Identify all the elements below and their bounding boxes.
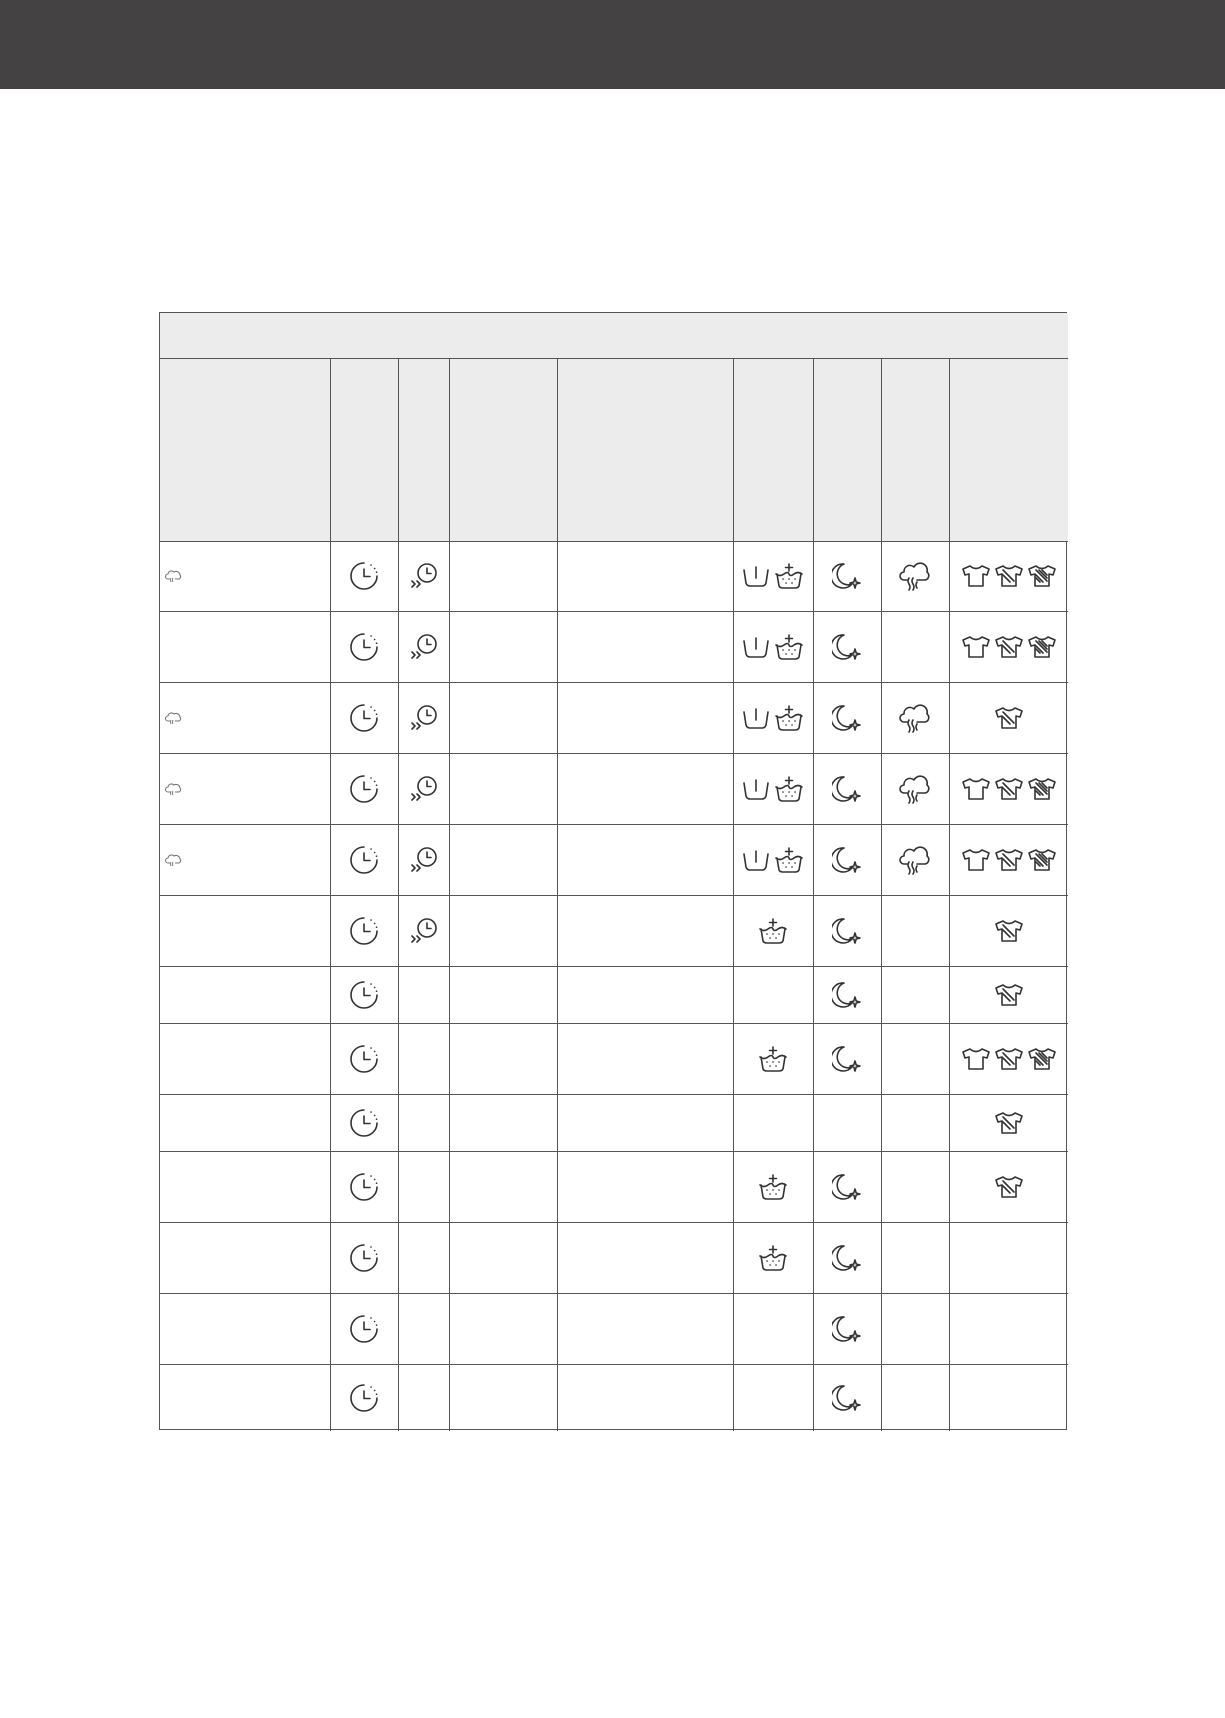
steam-icon — [899, 845, 931, 875]
table-cell — [733, 541, 813, 611]
table-cell — [330, 966, 398, 1023]
table-cell — [398, 1364, 449, 1431]
table-cell — [557, 611, 733, 682]
table-cell — [813, 895, 881, 966]
table-cell — [881, 541, 949, 611]
table-cell — [881, 682, 949, 753]
intensive-rinse-icon — [774, 775, 804, 803]
intensive-rinse-icon — [774, 704, 804, 732]
table-cell — [449, 966, 557, 1023]
shirt-heavy-icon — [1027, 847, 1057, 873]
shirt-normal-icon — [961, 1046, 991, 1072]
intensive-rinse-icon — [758, 1173, 788, 1201]
timer-icon — [349, 1383, 379, 1413]
table-cell — [813, 966, 881, 1023]
table-cell — [398, 1293, 449, 1364]
shirt-medium-icon — [994, 1110, 1024, 1136]
table-cell — [881, 1023, 949, 1094]
night-mode-icon — [832, 1243, 862, 1273]
timer-icon — [349, 845, 379, 875]
table-cell — [330, 1222, 398, 1293]
table-cell — [160, 1151, 334, 1222]
program-table — [159, 312, 1067, 1430]
table-cell — [330, 611, 398, 682]
prewash-icon — [742, 777, 770, 801]
shirt-heavy-icon — [1027, 776, 1057, 802]
top-bar — [0, 0, 1225, 89]
table-cell — [949, 753, 1068, 824]
night-mode-icon — [832, 916, 862, 946]
table-cell — [733, 1222, 813, 1293]
table-cell — [813, 1293, 881, 1364]
shirt-heavy-icon — [1027, 634, 1057, 660]
timer-icon — [349, 1172, 379, 1202]
table-cell — [330, 1293, 398, 1364]
table-cell — [949, 1222, 1068, 1293]
table-cell — [733, 611, 813, 682]
table-cell — [813, 753, 881, 824]
timer-icon — [349, 703, 379, 733]
night-mode-icon — [832, 1383, 862, 1413]
table-cell — [733, 1094, 813, 1151]
table-cell — [449, 753, 557, 824]
shirt-medium-icon — [994, 918, 1024, 944]
table-cell — [557, 1023, 733, 1094]
delay-start-icon — [409, 774, 439, 804]
table-cell — [733, 1293, 813, 1364]
table-cell — [949, 895, 1068, 966]
shirt-normal-icon — [961, 634, 991, 660]
table-cell — [949, 611, 1068, 682]
prewash-icon — [742, 706, 770, 730]
steam-mini-icon — [164, 853, 182, 867]
intensive-rinse-icon — [758, 917, 788, 945]
table-cell — [813, 1023, 881, 1094]
table-cell — [881, 966, 949, 1023]
table-cell — [160, 895, 334, 966]
table-cell — [881, 1293, 949, 1364]
table-cell — [160, 682, 334, 753]
table-cell — [160, 824, 334, 895]
table-cell — [733, 966, 813, 1023]
table-cell — [557, 966, 733, 1023]
delay-start-icon — [409, 845, 439, 875]
table-cell — [949, 966, 1068, 1023]
table-cell — [330, 1023, 398, 1094]
table-cell — [160, 1023, 334, 1094]
table-cell — [160, 1094, 334, 1151]
night-mode-icon — [832, 703, 862, 733]
table-cell — [449, 1293, 557, 1364]
timer-icon — [349, 1243, 379, 1273]
table-cell — [557, 541, 733, 611]
table-cell — [733, 895, 813, 966]
table-cell — [398, 1151, 449, 1222]
table-cell — [160, 541, 334, 611]
night-mode-icon — [832, 774, 862, 804]
timer-icon — [349, 774, 379, 804]
table-cell — [449, 1222, 557, 1293]
table-cell — [557, 1364, 733, 1431]
shirt-normal-icon — [961, 776, 991, 802]
intensive-rinse-icon — [758, 1244, 788, 1272]
table-cell — [330, 824, 398, 895]
night-mode-icon — [832, 632, 862, 662]
table-cell — [557, 1094, 733, 1151]
steam-mini-icon — [164, 569, 182, 583]
night-mode-icon — [832, 980, 862, 1010]
table-cell — [449, 824, 557, 895]
table-cell — [449, 1151, 557, 1222]
delay-start-icon — [409, 703, 439, 733]
table-cell — [881, 1151, 949, 1222]
table-cell — [398, 824, 449, 895]
table-cell — [557, 753, 733, 824]
table-cell — [557, 682, 733, 753]
table-cell — [449, 1364, 557, 1431]
table-cell — [813, 1094, 881, 1151]
table-cell — [160, 611, 334, 682]
prewash-icon — [742, 635, 770, 659]
table-cell — [949, 682, 1068, 753]
table-cell — [449, 895, 557, 966]
steam-icon — [899, 561, 931, 591]
table-cell — [398, 541, 449, 611]
timer-icon — [349, 916, 379, 946]
delay-start-icon — [409, 632, 439, 662]
table-cell — [813, 611, 881, 682]
table-cell — [449, 611, 557, 682]
timer-icon — [349, 632, 379, 662]
table-cell — [813, 682, 881, 753]
timer-icon — [349, 980, 379, 1010]
table-cell — [398, 611, 449, 682]
table-cell — [160, 1222, 334, 1293]
table-cell — [733, 682, 813, 753]
table-cell — [881, 824, 949, 895]
table-cell — [949, 541, 1068, 611]
delay-start-icon — [409, 561, 439, 591]
table-cell — [949, 1023, 1068, 1094]
table-cell — [733, 753, 813, 824]
timer-icon — [349, 1314, 379, 1344]
shirt-medium-icon — [994, 634, 1024, 660]
table-cell — [398, 682, 449, 753]
table-cell — [330, 1094, 398, 1151]
shirt-medium-icon — [994, 563, 1024, 589]
timer-icon — [349, 561, 379, 591]
table-cell — [160, 1364, 334, 1431]
table-cell — [949, 1293, 1068, 1364]
table-cell — [330, 1151, 398, 1222]
shirt-normal-icon — [961, 847, 991, 873]
table-cell — [733, 1023, 813, 1094]
table-cell — [330, 753, 398, 824]
steam-icon — [899, 774, 931, 804]
table-cell — [881, 1094, 949, 1151]
table-cell — [813, 541, 881, 611]
table-cell — [160, 753, 334, 824]
table-cell — [449, 1094, 557, 1151]
delay-start-icon — [409, 916, 439, 946]
table-cell — [557, 1151, 733, 1222]
shirt-medium-icon — [994, 1174, 1024, 1200]
night-mode-icon — [832, 1044, 862, 1074]
timer-icon — [349, 1108, 379, 1138]
table-cell — [881, 1364, 949, 1431]
prewash-icon — [742, 848, 770, 872]
table-cell — [813, 1364, 881, 1431]
table-cell — [733, 1364, 813, 1431]
intensive-rinse-icon — [758, 1045, 788, 1073]
shirt-medium-icon — [994, 1046, 1024, 1072]
table-cell — [330, 682, 398, 753]
table-cell — [949, 1094, 1068, 1151]
steam-mini-icon — [164, 711, 182, 725]
table-cell — [160, 1293, 334, 1364]
prewash-icon — [742, 564, 770, 588]
table-cell — [398, 753, 449, 824]
table-cell — [881, 1222, 949, 1293]
table-cell — [881, 895, 949, 966]
table-cell — [160, 966, 334, 1023]
steam-mini-icon — [164, 782, 182, 796]
table-cell — [330, 1364, 398, 1431]
table-cell — [813, 1222, 881, 1293]
intensive-rinse-icon — [774, 562, 804, 590]
night-mode-icon — [832, 845, 862, 875]
shirt-normal-icon — [961, 563, 991, 589]
table-cell — [733, 824, 813, 895]
table-cell — [330, 541, 398, 611]
timer-icon — [349, 1044, 379, 1074]
table-cell — [949, 1364, 1068, 1431]
table-cell — [398, 1222, 449, 1293]
table-cell — [398, 966, 449, 1023]
table-cell — [398, 895, 449, 966]
table-cell — [557, 895, 733, 966]
intensive-rinse-icon — [774, 633, 804, 661]
shirt-heavy-icon — [1027, 1046, 1057, 1072]
night-mode-icon — [832, 561, 862, 591]
table-cell — [813, 824, 881, 895]
table-cell — [813, 1151, 881, 1222]
table-cell — [949, 824, 1068, 895]
table-cell — [449, 682, 557, 753]
table-cell — [557, 824, 733, 895]
table-cell — [398, 1094, 449, 1151]
table-cell — [949, 1151, 1068, 1222]
night-mode-icon — [832, 1314, 862, 1344]
shirt-heavy-icon — [1027, 563, 1057, 589]
table-cell — [557, 1222, 733, 1293]
table-cell — [449, 1023, 557, 1094]
table-cell — [398, 1023, 449, 1094]
table-cell — [881, 611, 949, 682]
night-mode-icon — [832, 1172, 862, 1202]
shirt-medium-icon — [994, 705, 1024, 731]
table-cell — [330, 895, 398, 966]
table-cell — [557, 1293, 733, 1364]
steam-icon — [899, 703, 931, 733]
intensive-rinse-icon — [774, 846, 804, 874]
table-cell — [881, 753, 949, 824]
shirt-medium-icon — [994, 776, 1024, 802]
table-cell — [733, 1151, 813, 1222]
table-cell — [449, 541, 557, 611]
shirt-medium-icon — [994, 982, 1024, 1008]
shirt-medium-icon — [994, 847, 1024, 873]
